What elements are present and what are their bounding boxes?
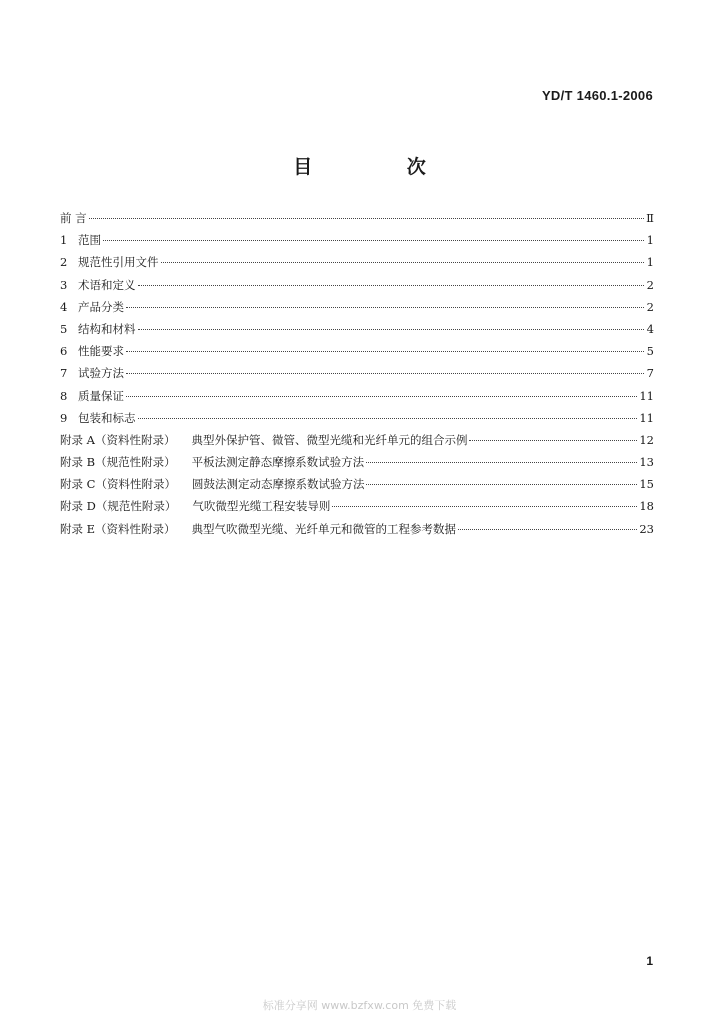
toc-entry-number: 6 xyxy=(60,344,68,359)
toc-leader-dots xyxy=(126,396,637,397)
toc-entry-label: 典型气吹微型光缆、光纤单元和微管的工程参考数据 xyxy=(191,521,457,536)
toc-entry-label: 试验方法 xyxy=(78,366,124,381)
toc-entry-scope[interactable] xyxy=(60,229,654,251)
toc-entry-label: 结构和材料 xyxy=(78,321,136,336)
toc-leader-dots xyxy=(89,218,644,219)
toc-entry-quality-assurance[interactable] xyxy=(60,385,654,407)
toc-entry-number: 附录 C（资料性附录） xyxy=(60,477,176,492)
toc-leader-dots xyxy=(126,373,644,374)
toc-entry-terms[interactable] xyxy=(60,274,654,296)
toc-entry-number: 附录 D（规范性附录） xyxy=(60,499,177,514)
toc-entry-label: 产品分类 xyxy=(78,299,124,314)
toc-leader-dots xyxy=(126,307,644,308)
toc-entry-number: 2 xyxy=(60,255,68,270)
toc-entry-annex-a[interactable] xyxy=(60,429,654,451)
toc-leader-dots xyxy=(126,351,644,352)
toc-entry-annex-c[interactable] xyxy=(60,473,654,495)
toc-leader-dots xyxy=(469,440,637,441)
toc-entry-structure[interactable] xyxy=(60,318,654,340)
toc-entry-normative-references[interactable] xyxy=(60,251,654,273)
toc-leader-dots xyxy=(138,329,645,330)
toc-entry-number: 7 xyxy=(60,366,68,381)
page-number: 1 xyxy=(646,954,653,968)
toc-entry-label: 性能要求 xyxy=(78,344,124,359)
toc-entry-foreword[interactable] xyxy=(60,207,654,229)
toc-entry-label: 平板法测定静态摩擦系数试验方法 xyxy=(191,455,365,470)
toc-leader-dots xyxy=(138,285,645,286)
watermark-text: 标准分享网 www.bzfxw.com 免费下载 xyxy=(262,999,457,1012)
toc-entry-label: 规范性引用文件 xyxy=(78,255,159,270)
toc-title: 目 次 xyxy=(293,156,470,178)
toc-entry-page: Ⅱ xyxy=(646,211,654,225)
toc-entry-label: 包装和标志 xyxy=(78,410,136,425)
toc-entry-number: 附录 B（规范性附录） xyxy=(60,455,176,470)
toc-entry-packaging[interactable] xyxy=(60,407,654,429)
toc-entry-page: 7 xyxy=(646,366,654,381)
toc-entry-number: 1 xyxy=(60,233,68,248)
toc-leader-dots xyxy=(458,529,637,530)
toc-entry-page: 1 xyxy=(646,233,654,248)
toc-entry-number: 附录 A（资料性附录） xyxy=(60,432,176,447)
toc-entry-label: 前 言 xyxy=(60,211,87,225)
toc-entry-test-methods[interactable] xyxy=(60,362,654,384)
toc-entry-page: 18 xyxy=(639,499,654,514)
toc-entry-page: 1 xyxy=(646,255,654,270)
toc-entry-classification[interactable] xyxy=(60,296,654,318)
toc-entry-number: 5 xyxy=(60,321,68,336)
toc-entry-number: 3 xyxy=(60,277,68,292)
toc-entry-label: 气吹微型光缆工程安装导则 xyxy=(192,499,331,514)
toc-entry-page: 2 xyxy=(646,299,654,314)
toc-entry-number: 附录 E（资料性附录） xyxy=(60,521,176,536)
toc-entry-page: 11 xyxy=(639,410,654,425)
toc-entry-page: 15 xyxy=(639,477,654,492)
toc-entry-annex-e[interactable] xyxy=(60,518,654,540)
toc-entry-page: 12 xyxy=(639,432,654,447)
toc-entry-page: 23 xyxy=(639,521,654,536)
toc-entry-requirements[interactable] xyxy=(60,340,654,362)
toc-entry-number: 4 xyxy=(60,299,68,314)
table-of-contents xyxy=(60,207,654,540)
toc-leader-dots xyxy=(138,418,638,419)
toc-entry-label: 圆鼓法测定动态摩擦系数试验方法 xyxy=(191,477,365,492)
toc-entry-annex-d[interactable] xyxy=(60,495,654,517)
toc-entry-page: 5 xyxy=(646,344,654,359)
toc-entry-label: 典型外保护管、微管、微型光缆和光纤单元的组合示例 xyxy=(191,432,468,447)
toc-leader-dots xyxy=(366,484,637,485)
toc-entry-number: 8 xyxy=(60,388,68,403)
toc-entry-label: 术语和定义 xyxy=(78,277,136,292)
toc-leader-dots xyxy=(103,240,644,241)
toc-entry-page: 4 xyxy=(646,321,654,336)
toc-leader-dots xyxy=(332,506,637,507)
toc-entry-page: 2 xyxy=(646,277,654,292)
toc-entry-annex-b[interactable] xyxy=(60,451,654,473)
toc-leader-dots xyxy=(366,462,637,463)
toc-entry-label: 质量保证 xyxy=(78,388,124,403)
toc-entry-page: 11 xyxy=(639,388,654,403)
document-code: YD/T 1460.1-2006 xyxy=(541,88,653,103)
toc-entry-number: 9 xyxy=(60,410,68,425)
toc-entry-page: 13 xyxy=(639,455,654,470)
toc-leader-dots xyxy=(161,262,645,263)
toc-entry-label: 范围 xyxy=(78,233,101,248)
